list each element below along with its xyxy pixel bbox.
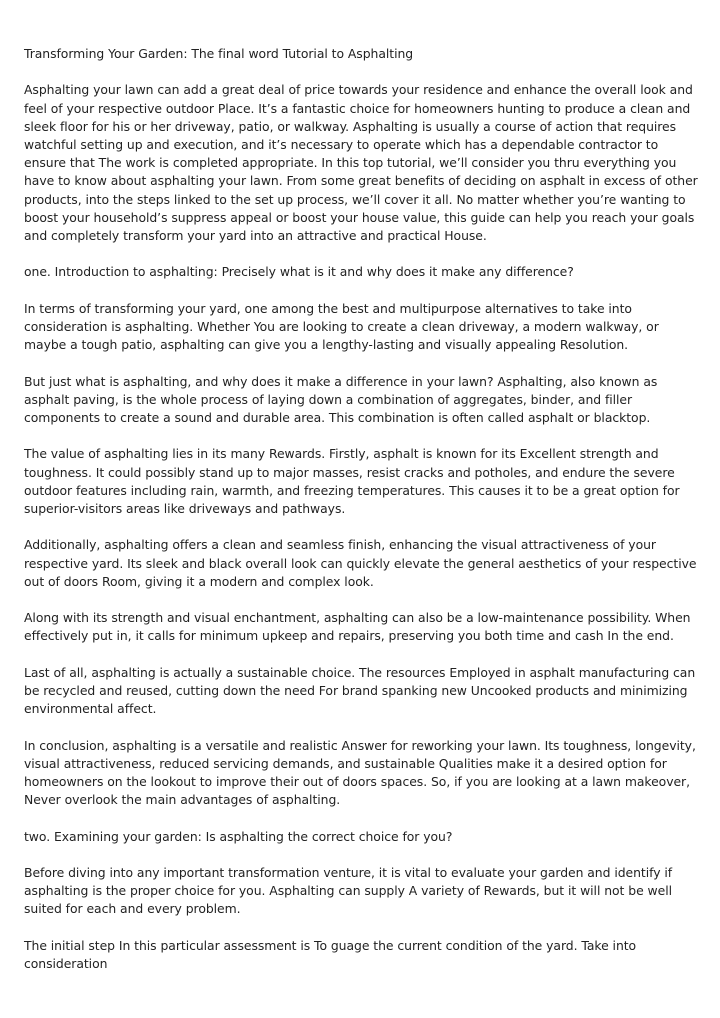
intro-paragraph: Asphalting your lawn can add a great deal of price towards your residence and enhance the overall look and feel of your respective outdoor Place. It’s a fantastic choice for homeowners hunting to produce a clean and sleek floor for his or her driveway, patio, or walkway. Asphalting is usually a course of action that requires watchful setting up and execution, and it’s necessary to operate which has a dependable contractor to ensure that The work is completed appropriate. In this top tutorial, we’ll consider you thru everything you have to know about asphalting your lawn. From some great benefits of deciding on asphalt in excess of other products, into the steps linked to the set up process, we’ll cover it all. No matter whether you’re wanting to boost your household’s suppress appeal or boost your house value, this guide can help you reach your goals and completely transform your yard into an attractive and practical House.	[24, 82, 698, 244]
body-paragraph: Additionally, asphalting offers a clean and seamless finish, enhancing the visual attractiveness of your respective yard. Its sleek and black overall look can quickly elevate the general aesthetics of your respective out of doors Room, giving it a modern and complex look.	[24, 537, 697, 589]
body-paragraph: In conclusion, asphalting is a versatile and realistic Answer for reworking your lawn. Its toughness, longevity, visual attractiveness, reduced servicing demands, and sustainable Qualities make it a desired option for homeowners on the lookout to improve their out of doors spaces. So, if you are looking at a lawn makeover, Never overlook the main advantages of asphalting.	[24, 737, 696, 808]
body-paragraph-truncated: The initial step In this particular assessment is To guage the current condition of the yard. Take into consideration	[24, 937, 637, 971]
body-paragraph: Last of all, asphalting is actually a sustainable choice. The resources Employed in asphalt manufacturing can be recycled and reused, cutting down the need For brand spanking new Uncooked products and minimizing environmental affect.	[24, 664, 696, 717]
document-title: Transforming Your Garden: The final word Tutorial to Asphalting	[24, 46, 414, 61]
body-paragraph: In terms of transforming your yard, one among the best and multipurpose alternatives to take into consideration is asphalting. Whether You are looking to create a clean driveway, a modern walkway, or maybe a tough patio, asphalting can give you a lengthy-lasting and visually appealing Resolution.	[24, 300, 659, 353]
body-paragraph: Before diving into any important transformation venture, it is vital to evaluate your garden and identify if asphalting is the proper choice for you. Asphalting can supply A variety of Rewards, but it will not be well suited for each and every problem.	[24, 864, 673, 917]
section-heading-introduction: one. Introduction to asphalting: Precisely what is it and why does it make any difference?	[24, 264, 574, 280]
body-paragraph: The value of asphalting lies in its many Rewards. Firstly, asphalt is known for its Excellent strength and toughness. It could possibly stand up to major masses, resist cracks and potholes, and endure the severe outdoor features including rain, warmth, and freezing temperatures. This causes it to be a great option for superior-visitors areas like driveways and pathways.	[24, 446, 680, 516]
section-heading-examining-garden: two. Examining your garden: Is asphalting the correct choice for you?	[24, 828, 453, 844]
body-paragraph: But just what is asphalting, and why does it make a difference in your lawn? Asphalting, also known as asphalt paving, is the whole process of laying down a combination of aggregates, binder, and filler components to create a sound and durable area. This combination is often called asphalt or blacktop.	[24, 373, 658, 425]
body-paragraph: Along with its strength and visual enchantment, asphalting can also be a low-maintenance possibility. When effectively put in, it calls for minimum upkeep and repairs, preserving you both time and cash In the end.	[24, 610, 691, 644]
